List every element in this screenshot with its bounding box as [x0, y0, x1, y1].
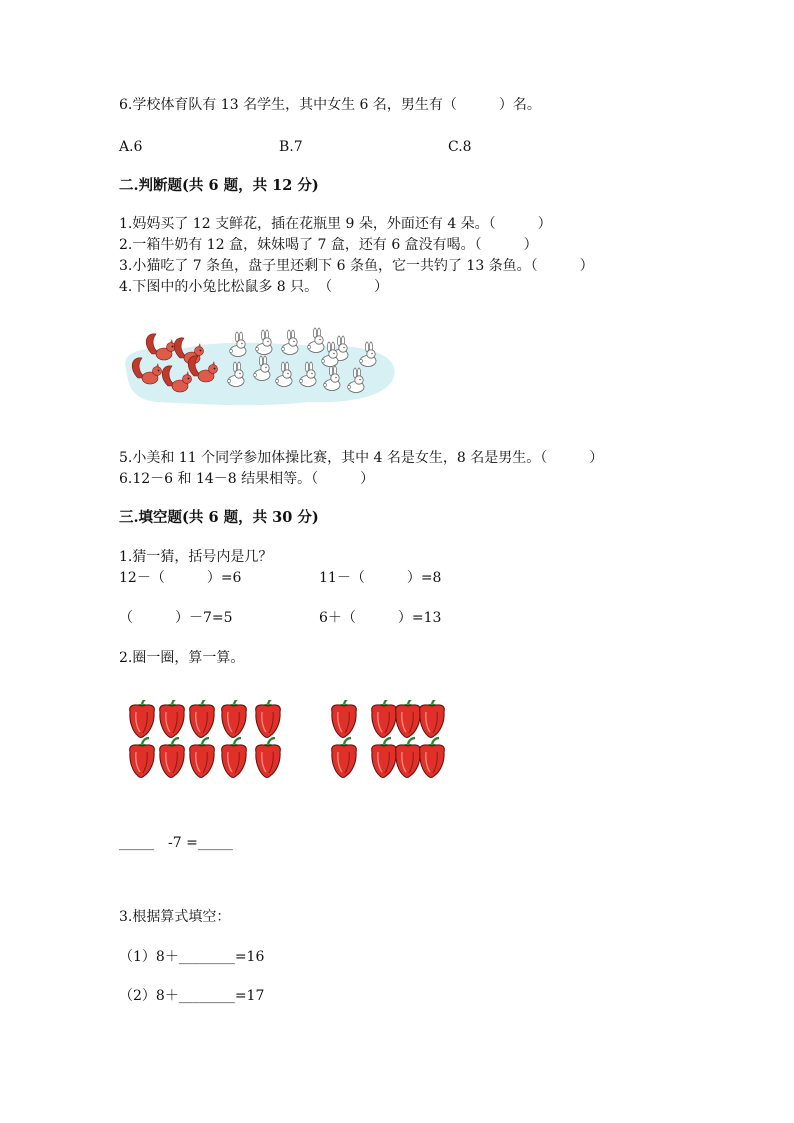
pepper-icon: [396, 700, 421, 738]
pepper-icon: [222, 700, 247, 738]
pepper-icon: [160, 700, 185, 738]
pepper-icon: [332, 700, 357, 738]
fill-q3-item-2: （2）8＋________=17: [119, 988, 265, 1004]
judge-item-3: 3.小猫吃了 7 条鱼，盘子里还剩下 6 条鱼，它一共钓了 13 条鱼。（ ）: [119, 258, 594, 274]
pepper-icon: [396, 738, 421, 778]
judge-item-2: 2.一箱牛奶有 12 盒，妹妹喝了 7 盒，还有 6 盒没有喝。（ ）: [119, 237, 538, 253]
judge-item-1: 1.妈妈买了 12 支鲜花，插在花瓶里 9 朵，外面还有 4 朵。（ ）: [119, 216, 552, 232]
fill-q1-text: 1.猜一猜，括号内是几？: [119, 549, 273, 565]
pepper-icon: [256, 700, 281, 738]
pepper-icon: [160, 738, 185, 778]
judge-item-5: 5.小美和 11 个同学参加体操比赛，其中 4 名是女生，8 名是男生。（ ）: [119, 450, 604, 466]
fill-q1-eq-2: 11－（ ）=8: [319, 570, 442, 586]
rabbit-icon: [281, 330, 298, 355]
pepper-icon: [372, 700, 397, 738]
pepper-icon: [190, 700, 215, 738]
pepper-icon: [190, 738, 215, 778]
fill-q2-text: 2.圈一圈，算一算。: [119, 650, 245, 666]
fill-q1-eq-3: （ ）－7=5: [119, 610, 233, 626]
pepper-icon: [420, 738, 445, 778]
fill-q3-item-1: （1）8＋________=16: [119, 949, 265, 965]
rabbit-icon: [307, 328, 324, 353]
pepper-icon: [130, 738, 155, 778]
peppers-figure: [120, 700, 460, 796]
pepper-icon: [372, 738, 397, 778]
pepper-icon: [222, 738, 247, 778]
pepper-icon: [130, 700, 155, 738]
fill-q3-text: 3.根据算式填空：: [119, 909, 231, 925]
q6-text: 6.学校体育队有 13 名学生，其中女生 6 名，男生有（ ）名。: [119, 97, 541, 113]
q6-option-b[interactable]: B.7: [279, 139, 303, 155]
pepper-icon: [420, 700, 445, 738]
pepper-icon: [332, 738, 357, 778]
section2-title: 二.判断题(共 6 题，共 12 分): [119, 177, 319, 194]
q6-option-a[interactable]: A.6: [119, 139, 143, 155]
judge-item-6: 6.12－6 和 14－8 结果相等。（ ）: [119, 471, 375, 487]
q6-option-c[interactable]: C.8: [448, 139, 472, 155]
judge-item-4: 4.下图中的小兔比松鼠多 8 只。 （ ）: [119, 279, 389, 295]
fill-q2-answer-line: _____ -7 =_____: [119, 835, 233, 851]
pepper-icon: [256, 738, 281, 778]
fill-q1-eq-1: 12－（ ）=6: [119, 570, 242, 586]
rabbit-icon: [255, 330, 272, 355]
section3-title: 三.填空题(共 6 题，共 30 分): [119, 509, 319, 526]
fill-q1-eq-4: 6＋（ ）=13: [319, 610, 442, 626]
animals-figure: [118, 326, 398, 408]
peppers-group: [130, 700, 445, 778]
